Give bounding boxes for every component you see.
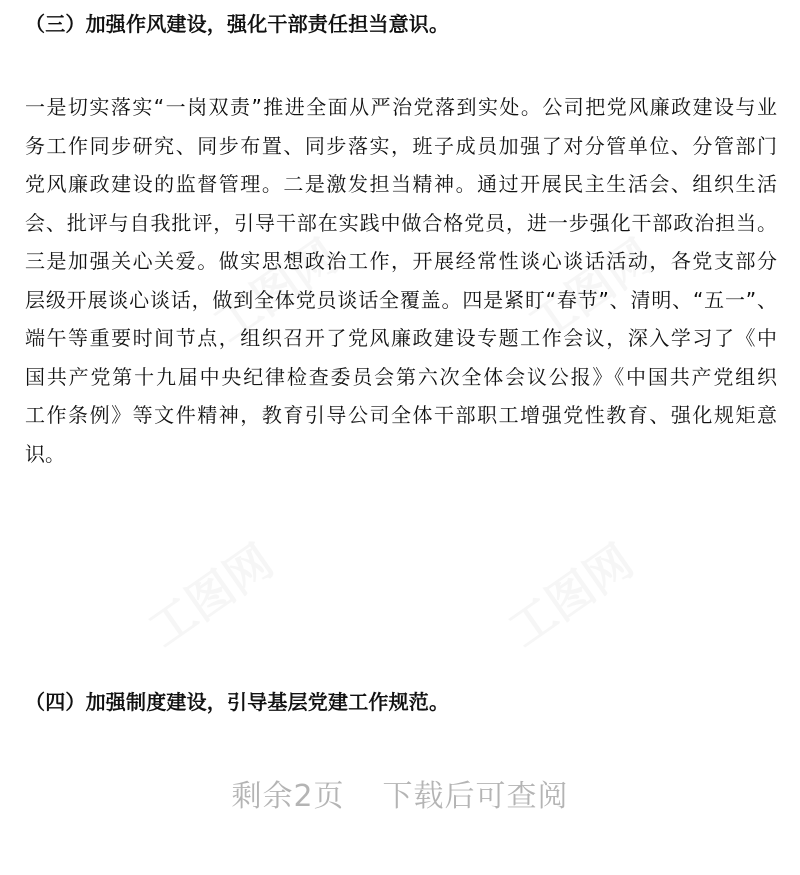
section-heading-4: （四）加强制度建设，引导基层党建工作规范。: [25, 690, 450, 714]
paragraph-line: 三是加强关心关爱。做实思想政治工作，开展经常性谈心谈话活动，各党支部分: [25, 249, 777, 273]
paragraph-line: 国共产党第十九届中央纪律检查委员会第六次全体会议公报》《中国共产党组织: [25, 364, 777, 389]
download-prompt[interactable]: [0, 774, 800, 820]
paragraph-line: 会、批评与自我批评，引导干部在实践中做合格党员，进一步强化干部政治担当。: [25, 210, 777, 235]
remaining-pages-text: 剩余2页: [231, 779, 345, 814]
watermark-logo: 工图网: [498, 533, 643, 658]
body-paragraph: [25, 88, 777, 473]
paragraph-line: 工作条例》等文件精神，教育引导公司全体干部职工增强党性教育、强化规矩意: [25, 403, 777, 427]
paragraph-line: 一是切实落实“一岗双责”推进全面从严治党落到实处。公司把党风廉政建设与业: [25, 95, 777, 119]
watermark-logo: 工图网: [138, 533, 283, 658]
paragraph-line: 识。: [25, 441, 65, 466]
paragraph-line: 党风廉政建设的监督管理。二是激发担当精神。通过开展民主生活会、组织生活: [25, 172, 777, 196]
section-heading-3: （三）加强作风建设，强化干部责任担当意识。: [25, 12, 450, 36]
paragraph-line: 端午等重要时间节点，组织召开了党风廉政建设专题工作会议，深入学习了《中: [25, 326, 777, 350]
watermark-logo: 工图网: [518, 228, 663, 353]
paragraph-line: 务工作同步研究、同步布置、同步落实，班子成员加强了对分管单位、分管部门: [25, 133, 777, 158]
download-to-view-text[interactable]: 下载后可查阅: [382, 779, 569, 814]
paragraph-line: 层级开展谈心谈话，做到全体党员谈话全覆盖。四是紧盯“春节”、清明、“五一”、: [25, 287, 777, 312]
watermark-logo: 工图网: [203, 228, 348, 353]
